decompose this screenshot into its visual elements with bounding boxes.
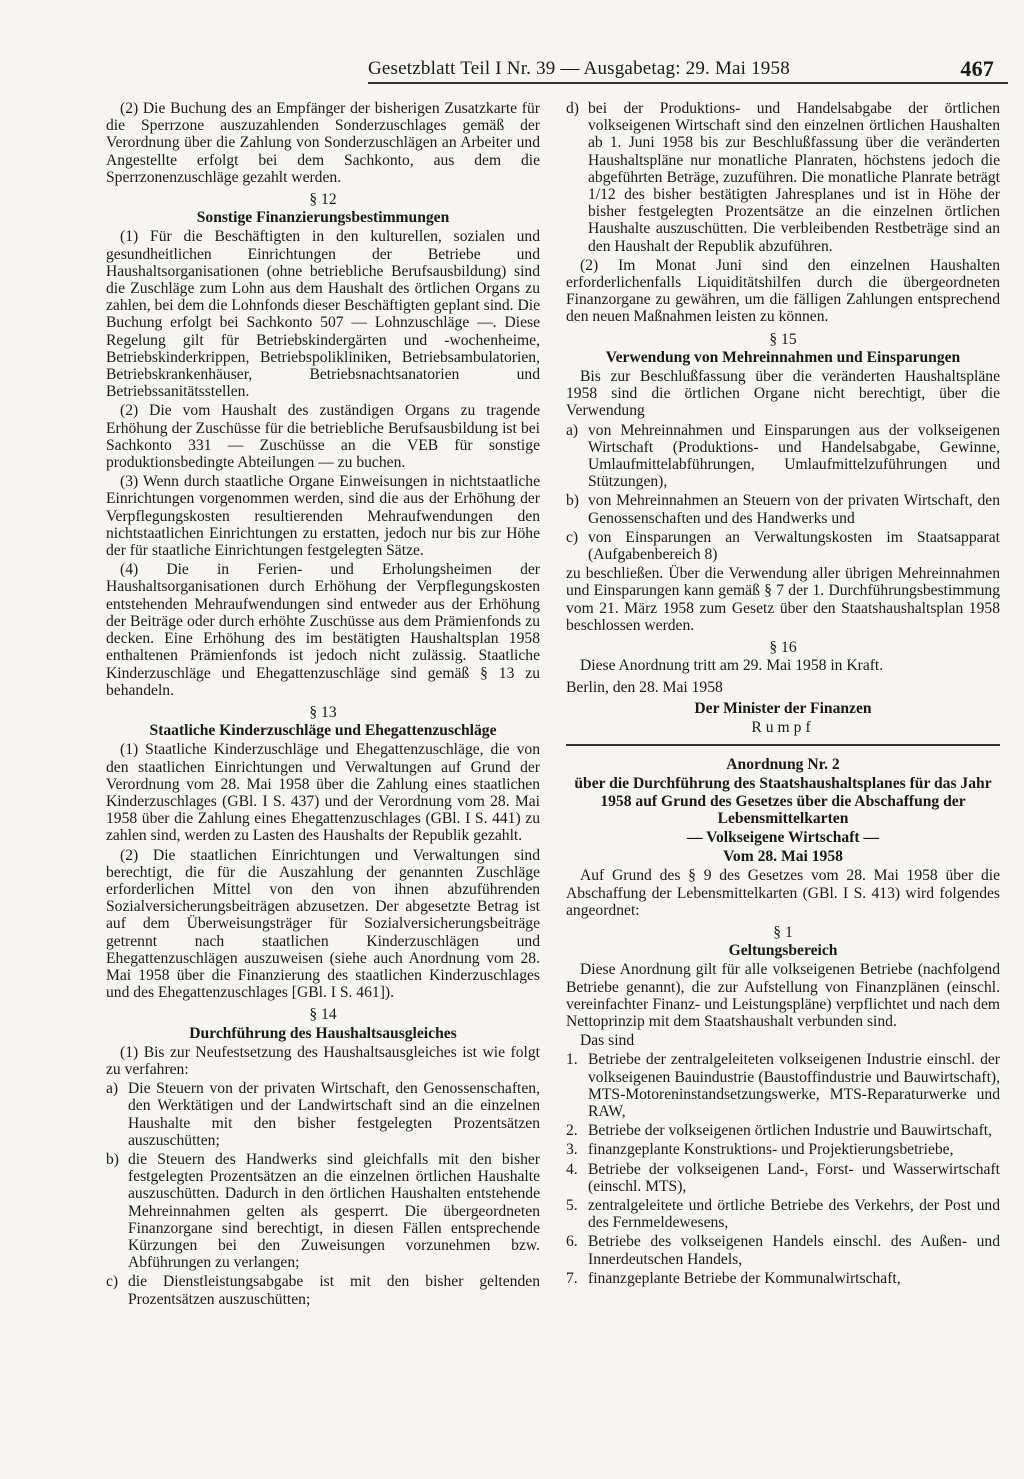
item-label: a): [566, 421, 579, 439]
page-number: 467: [960, 56, 994, 81]
paragraph: (1) Staatliche Kinderzuschläge und Ehegattenzuschläge, die von den staatlichen Einrichtungen und Verwaltungen auf Grund der Verordnung vom 28. Mai 1958 über die Zahlung eines staatlichen Kinderzuschlages (GBl. I S. 437) und der Verordnung vom 28. Mai 1958 über die Zahlung eines Ehegattenzuschlages (GBl. I S. 441) zu zahlen sind, werden zu Lasten des Haushalts der Republik gezahlt.: [106, 741, 540, 845]
list-item: [566, 492, 1000, 526]
list-item: [566, 422, 1000, 491]
list-item: [566, 1122, 1000, 1139]
paragraph: (4) Die in Ferien- und Erholungsheimen der Haushaltsorganisationen durch Erhöhung der Verpflegungskosten entstehenden Mehraufwendungen sind entweder aus der Erhöhung der Beiträge oder durch erhöhte Zuschüsse aus dem Prämienfonds zu decken. Eine Erhöhung des im bestätigten Haushaltsplan 1958 enthaltenen Prämienfonds ist jedoch nicht zulässig. Staatliche Kinderzuschläge und Ehegattenzuschläge sind gemäß § 13 zu behandeln.: [106, 561, 540, 699]
item-label: b): [106, 1150, 119, 1168]
item-number: 6.: [566, 1233, 578, 1251]
item-text: bei der Produktions- und Handelsabgabe der örtlichen volkseigenen Wirtschaft sind den einzelnen örtlichen Haushalten ab 1. Juni 1958 bis zur Beschlußfassung über die veränderten Haushaltspläne nur monatliche Planraten, höchstens jedoch die abgeführten Beträge, zuzuführen. Die monatliche Planrate beträgt 1/12 des bisher bestätigten Jahresplanes und ist in Höhe der bisher festgelegten Prozentsätze an die einzelnen örtlichen Haushalte auszuschütten. Die verbleibenden Restbeträge sind an den Haushalt der Republik abzuführen.: [588, 100, 1000, 255]
item-text: die Dienstleistungsabgabe ist mit den bisher geltenden Prozentsätzen auszuschütten;: [128, 1273, 540, 1308]
section-divider: [566, 744, 1000, 746]
list-item: [106, 1080, 540, 1149]
list-item: [566, 1270, 1000, 1287]
item-text: von Mehreinnahmen an Steuern von der privaten Wirtschaft, den Genossenschaften und des Handwerks und: [588, 492, 1000, 527]
running-header: [368, 58, 1008, 80]
item-label: d): [566, 100, 579, 117]
section-number: § 1: [773, 923, 793, 941]
paragraph: zu beschließen. Über die Verwendung aller übrigen Mehreinnahmen und Einsparungen kann gemäß § 7 der 1. Durchführungsbestimmung vom 21. März 1958 zum Gesetz über den Staatshaushaltsplan 1958 beschlossen werden.: [566, 565, 1000, 634]
item-text: von Einsparungen an Verwaltungskosten im Staatsapparat (Aufgabenbereich 8): [588, 528, 1000, 564]
item-number: 1.: [566, 1051, 578, 1069]
item-text: zentralgeleitete und örtliche Betriebe des Verkehrs, der Post und des Fernmeldewesens,: [588, 1196, 1000, 1232]
list-item: [566, 1197, 1000, 1231]
item-label: c): [566, 528, 579, 546]
paragraph: (2) Im Monat Juni sind den einzelnen Haushalten erforderlichenfalls Liquiditätshilfen durch die übergeordneten Finanzorgane zu gewähren, um die fälligen Zahlungen entsprechend den neuen Maßnahmen leisten zu können.: [566, 256, 1000, 326]
section-number: § 12: [309, 191, 337, 209]
list-item: [566, 1051, 1000, 1120]
paragraph: (1) Für die Beschäftigten in den kulturellen, sozialen und gesundheitlichen Einrichtungen der Betriebe und Haushaltsorganisationen (ohne betriebliche Berufsausbildung) sind die Zuschläge zum Lohn aus dem Haushalt des örtlichen Organs zu zahlen, bei dem die Lohnfonds dieser Beschäftigten geplant sind. Die Buchung erfolgt bei Sachkonto 507 — Lohnzuschläge —. Diese Regelung gilt für Betriebskindergärten und -wochenheime, Betriebskinderkrippen, Betriebspolikliniken, Betriebsambulatorien, Betriebskrankenhäuser, Betriebsnachtsanatorien und Betriebssanitätsstellen.: [106, 228, 540, 401]
list-item: [566, 1141, 1000, 1158]
item-text: Die Steuern von der privaten Wirtschaft, den Genossenschaften, den Werktätigen und der Landwirtschaft sind an die einzelnen Haushalte mit den bisher festgelegten Prozentsätzen auszuschütten;: [128, 1080, 540, 1149]
item-text: von Mehreinnahmen und Einsparungen aus der volkseigenen Wirtschaft (Produktions- und Handelsabgabe, Gewinne, Umlaufmittelabführungen, Umlaufmittelzuführungen und Stützungen),: [588, 421, 1000, 491]
right-column: [566, 100, 1000, 1289]
left-column: [106, 100, 540, 1310]
item-number: 7.: [566, 1269, 578, 1287]
paragraph: (2) Die staatlichen Einrichtungen und Verwaltungen sind berechtigt, die für die Auszahlung der genannten Zuschläge erforderlichen Mittel von den von ihnen abzuführenden Sozialversicherungsbeiträgen abzusetzen. Der abgesetzte Betrag ist auf dem Überweisungsträger für Sozialversicherungsbeiträge getrennt nach staatlichen Kinderzuschlägen und Ehegattenzuschlägen auszuweisen (siehe auch Anordnung vom 28. Mai 1958 über die Finanzierung des staatlichen Kinderzuschlages und des Ehegattenzuschlages [GBl. I S. 461]).: [106, 846, 540, 1002]
section-heading: Geltungsbereich: [728, 942, 838, 960]
list-item: [566, 100, 1000, 255]
item-number: 2.: [566, 1122, 578, 1140]
section-number: § 16: [769, 639, 797, 657]
paragraph: (2) Die vom Haushalt des zuständigen Organs zu tragende Erhöhung der Zuschüsse für die betriebliche Berufsausbildung ist bei Sachkonto 331 — Zuschüsse an die VEB für sonstige produktionsbedingte Abteilungen — zu buchen.: [106, 402, 540, 472]
ordinance-title: Anordnung Nr. 2: [726, 756, 840, 774]
paragraph: (2) Die Buchung des an Empfänger der bisherigen Zusatzkarte für die Sperrzone auszuzahlenden Sonderzuschlages gemäß der Verordnung über die Zahlung von Sonderzuschlägen an Arbeiter und Angestellte erfolgt bei dem Sachkonto, aus dem die Sperrzonenzuschläge gezahlt werden.: [106, 100, 540, 186]
paragraph: Das sind: [580, 1032, 635, 1050]
section-heading: Durchführung des Haushaltsausgleiches: [189, 1024, 457, 1042]
item-text: Betriebe der volkseigenen örtlichen Industrie und Bauwirtschaft,: [588, 1122, 993, 1140]
item-number: 5.: [566, 1196, 578, 1214]
item-text: Betriebe der zentralgeleiteten volkseigenen Industrie einschl. der volkseigenen Bauindustrie (Baustoffindustrie und Bauwirtschaft), MTS-Motoreninstandsetzungswerke, MTS-Reparaturwerke und RAW,: [588, 1051, 1000, 1120]
ordinance-subtitle: über die Durchführung des Staatshaushaltsplanes für das Jahr 1958 auf Grund des Gesetzes über die Abschaffung der Lebensmittelkarten: [574, 775, 992, 827]
item-label: b): [566, 492, 579, 510]
paragraph: Auf Grund des § 9 des Gesetzes vom 28. Mai 1958 über die Abschaffung der Lebensmittelkarten (GBl. I S. 413) wird folgendes angeordnet:: [566, 867, 1000, 919]
list-item: [106, 1273, 540, 1307]
minister-title: Der Minister der Finanzen: [694, 699, 872, 717]
item-label: c): [106, 1273, 119, 1291]
item-text: Betriebe des volkseigenen Handels einschl. des Außen- und Innerdeutschen Handels,: [588, 1233, 1000, 1268]
paragraph: Diese Anordnung gilt für alle volkseigenen Betriebe (nachfolgend Betriebe genannt), die zur Aufstellung von Finanzplänen (einschl. vereinfachter Finanz- und Leistungspläne) verpflichtet und nach dem Nettoprinzip mit dem Staatshaushalt verbunden sind.: [566, 961, 1000, 1030]
item-label: a): [106, 1080, 119, 1098]
item-number: 4.: [566, 1160, 578, 1178]
section-number: § 13: [309, 703, 337, 721]
item-text: Betriebe der volkseigenen Land-, Forst- und Wasserwirtschaft (einschl. MTS),: [588, 1160, 1000, 1195]
signature-name: Rumpf: [751, 718, 815, 736]
section-heading: Staatliche Kinderzuschläge und Ehegattenzuschläge: [149, 722, 497, 740]
item-number: 3.: [566, 1141, 578, 1159]
list-item: [566, 1233, 1000, 1267]
place-date: Berlin, den 28. Mai 1958: [566, 678, 723, 696]
item-text: finanzgeplante Betriebe der Kommunalwirtschaft,: [588, 1269, 901, 1287]
section-heading: Sonstige Finanzierungsbestimmungen: [196, 209, 450, 227]
ordinance-scope: — Volkseigene Wirtschaft —: [686, 828, 880, 846]
section-number: § 14: [309, 1006, 337, 1024]
section-number: § 15: [769, 330, 797, 348]
item-text: die Steuern des Handwerks sind gleichfalls mit den bisher festgelegten Prozentsätzen an die einzelnen örtlichen Haushalte auszuschütten. Dadurch in den örtlichen Haushalten entstehende Mehreinnahmen gelten als gesperrt. Die übergeordneten Finanzorgane sind berechtigt, in diesen Fällen entsprechende Kürzungen bei den Zuweisungen vorzunehmen bzw. Abführungen zu verlangen;: [128, 1150, 540, 1272]
list-item: [566, 529, 1000, 563]
paragraph: Bis zur Beschlußfassung über die veränderten Haushaltspläne 1958 sind die örtlichen Organe nicht berechtigt, über die Verwendung: [566, 368, 1000, 420]
item-text: finanzgeplante Konstruktions- und Projektierungsbetriebe,: [588, 1141, 954, 1159]
running-title: Gesetzblatt Teil I Nr. 39 — Ausgabetag: 29. Mai 1958: [368, 58, 790, 79]
section-heading: Verwendung von Mehreinnahmen und Einsparungen: [605, 348, 961, 366]
paragraph: (1) Bis zur Neufestsetzung des Haushaltsausgleiches ist wie folgt zu verfahren:: [106, 1043, 540, 1078]
paragraph: (3) Wenn durch staatliche Organe Einweisungen in nichtstaatliche Einrichtungen vorgenommen werden, sind die aus der Erhöhung der Verpflegungskosten resultierenden Mehraufwendungen den nichtstaatlichen Einrichtungen zu erstatten, jedoch nur bis zur Höhe der für staatliche Einrichtungen festgelegten Sätze.: [106, 473, 540, 560]
enterprise-list: [566, 1051, 1000, 1287]
list-item: [106, 1151, 540, 1271]
list-item: [566, 1161, 1000, 1195]
header-rule: [368, 82, 1008, 84]
ordinance-date: Vom 28. Mai 1958: [723, 848, 843, 866]
paragraph: Diese Anordnung tritt am 29. Mai 1958 in Kraft.: [580, 657, 884, 675]
